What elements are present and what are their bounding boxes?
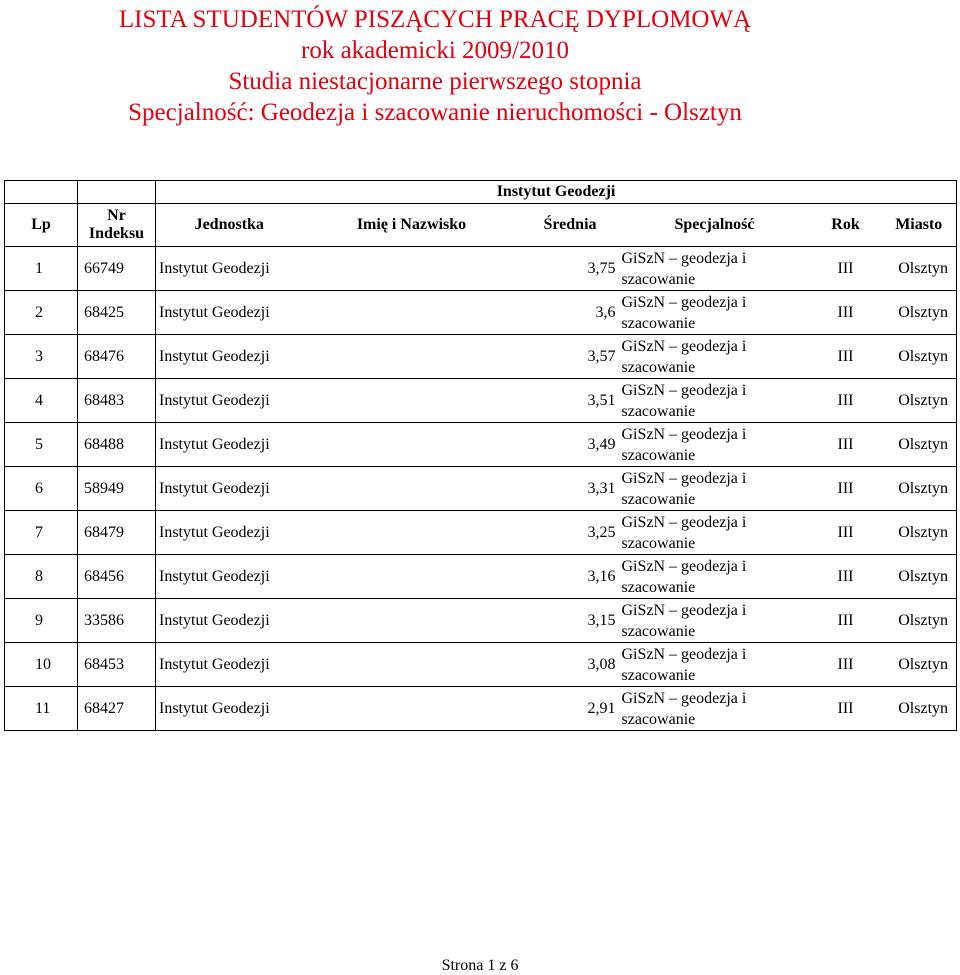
row-imie-nazwisko xyxy=(303,555,521,599)
table-row xyxy=(5,291,957,335)
table-row xyxy=(5,687,957,731)
row-jednostka: Instytut Geodezji xyxy=(156,643,303,687)
row-srednia: 3,08 xyxy=(521,643,620,687)
row-nr-indeksu: 66749 xyxy=(78,247,156,291)
row-specjalnosc-line1: GiSzN – geodezja i xyxy=(621,601,747,619)
row-miasto: Olsztyn xyxy=(882,599,957,643)
header-srednia: Średnia xyxy=(521,204,620,247)
row-miasto: Olsztyn xyxy=(882,247,957,291)
header-nr-line2: Indeksu xyxy=(88,225,145,242)
row-imie-nazwisko xyxy=(303,423,521,467)
row-jednostka: Instytut Geodezji xyxy=(156,599,303,643)
row-rok: III xyxy=(810,687,882,731)
row-imie-nazwisko xyxy=(303,511,521,555)
row-specjalnosc xyxy=(620,423,810,467)
document-title xyxy=(0,4,870,128)
title-line-3: Studia niestacjonarne pierwszego stopnia xyxy=(228,68,642,95)
row-lp: 2 xyxy=(5,291,78,335)
unit-title: Instytut Geodezji xyxy=(156,181,957,204)
row-lp: 11 xyxy=(5,687,78,731)
row-nr-indeksu: 68456 xyxy=(78,555,156,599)
row-jednostka: Instytut Geodezji xyxy=(156,291,303,335)
row-srednia: 3,75 xyxy=(521,247,620,291)
row-nr-indeksu: 68479 xyxy=(78,511,156,555)
row-srednia: 3,57 xyxy=(521,335,620,379)
row-specjalnosc-line2: szacowanie xyxy=(621,534,696,552)
row-nr-indeksu: 58949 xyxy=(78,467,156,511)
row-rok: III xyxy=(810,423,882,467)
row-specjalnosc-line2: szacowanie xyxy=(621,314,696,332)
title-line-1: LISTA STUDENTÓW PISZĄCYCH PRACĘ DYPLOMOWĄ xyxy=(118,6,752,33)
row-jednostka: Instytut Geodezji xyxy=(156,379,303,423)
table-row xyxy=(5,423,957,467)
row-nr-indeksu: 68427 xyxy=(78,687,156,731)
row-specjalnosc-line2: szacowanie xyxy=(621,358,696,376)
title-line-2: rok akademicki 2009/2010 xyxy=(301,37,569,64)
row-jednostka: Instytut Geodezji xyxy=(156,555,303,599)
row-srednia: 3,49 xyxy=(521,423,620,467)
row-jednostka: Instytut Geodezji xyxy=(156,335,303,379)
row-imie-nazwisko xyxy=(303,599,521,643)
row-specjalnosc-line1: GiSzN – geodezja i xyxy=(621,469,747,487)
header-rok: Rok xyxy=(810,204,882,247)
unit-header-row xyxy=(5,181,957,204)
row-miasto: Olsztyn xyxy=(882,511,957,555)
row-specjalnosc-line2: szacowanie xyxy=(621,270,696,288)
row-specjalnosc-line1: GiSzN – geodezja i xyxy=(621,513,747,531)
row-nr-indeksu: 68476 xyxy=(78,335,156,379)
row-miasto: Olsztyn xyxy=(882,423,957,467)
row-jednostka: Instytut Geodezji xyxy=(156,687,303,731)
row-specjalnosc xyxy=(620,687,810,731)
row-jednostka: Instytut Geodezji xyxy=(156,467,303,511)
row-rok: III xyxy=(810,379,882,423)
row-imie-nazwisko xyxy=(303,291,521,335)
row-rok: III xyxy=(810,291,882,335)
row-imie-nazwisko xyxy=(303,687,521,731)
row-specjalnosc xyxy=(620,247,810,291)
row-srednia: 3,16 xyxy=(521,555,620,599)
row-specjalnosc xyxy=(620,467,810,511)
row-specjalnosc xyxy=(620,643,810,687)
column-header-row xyxy=(5,204,957,247)
row-specjalnosc xyxy=(620,511,810,555)
row-lp: 6 xyxy=(5,467,78,511)
row-specjalnosc-line2: szacowanie xyxy=(621,446,696,464)
row-rok: III xyxy=(810,555,882,599)
row-specjalnosc-line2: szacowanie xyxy=(621,710,696,728)
row-specjalnosc xyxy=(620,291,810,335)
row-lp: 8 xyxy=(5,555,78,599)
row-specjalnosc-line2: szacowanie xyxy=(621,578,696,596)
row-specjalnosc xyxy=(620,335,810,379)
row-specjalnosc xyxy=(620,555,810,599)
students-table xyxy=(4,180,957,731)
row-specjalnosc-line1: GiSzN – geodezja i xyxy=(621,381,747,399)
table-row xyxy=(5,599,957,643)
row-specjalnosc-line2: szacowanie xyxy=(621,490,696,508)
row-miasto: Olsztyn xyxy=(882,687,957,731)
header-imie-nazwisko: Imię i Nazwisko xyxy=(303,204,521,247)
row-imie-nazwisko xyxy=(303,643,521,687)
row-specjalnosc xyxy=(620,379,810,423)
row-lp: 3 xyxy=(5,335,78,379)
row-specjalnosc-line1: GiSzN – geodezja i xyxy=(621,249,747,267)
row-specjalnosc-line1: GiSzN – geodezja i xyxy=(621,425,747,443)
header-lp: Lp xyxy=(5,204,78,247)
row-specjalnosc-line1: GiSzN – geodezja i xyxy=(621,293,747,311)
row-imie-nazwisko xyxy=(303,247,521,291)
row-nr-indeksu: 68453 xyxy=(78,643,156,687)
row-miasto: Olsztyn xyxy=(882,291,957,335)
row-specjalnosc-line1: GiSzN – geodezja i xyxy=(621,557,747,575)
row-miasto: Olsztyn xyxy=(882,335,957,379)
row-lp: 10 xyxy=(5,643,78,687)
row-miasto: Olsztyn xyxy=(882,467,957,511)
row-specjalnosc-line1: GiSzN – geodezja i xyxy=(621,689,747,707)
row-miasto: Olsztyn xyxy=(882,555,957,599)
row-srednia: 3,31 xyxy=(521,467,620,511)
table-row xyxy=(5,379,957,423)
row-rok: III xyxy=(810,335,882,379)
row-nr-indeksu: 68425 xyxy=(78,291,156,335)
row-nr-indeksu: 68483 xyxy=(78,379,156,423)
row-jednostka: Instytut Geodezji xyxy=(156,511,303,555)
row-imie-nazwisko xyxy=(303,335,521,379)
row-lp: 4 xyxy=(5,379,78,423)
row-imie-nazwisko xyxy=(303,379,521,423)
row-lp: 5 xyxy=(5,423,78,467)
row-specjalnosc-line1: GiSzN – geodezja i xyxy=(621,645,747,663)
row-lp: 7 xyxy=(5,511,78,555)
title-line-4: Specjalność: Geodezja i szacowanie nieruchomości - Olsztyn xyxy=(128,99,742,126)
table-row xyxy=(5,511,957,555)
row-specjalnosc-line1: GiSzN – geodezja i xyxy=(621,337,747,355)
row-jednostka: Instytut Geodezji xyxy=(156,423,303,467)
header-jednostka: Jednostka xyxy=(156,204,303,247)
row-rok: III xyxy=(810,511,882,555)
row-srednia: 3,15 xyxy=(521,599,620,643)
table-row xyxy=(5,643,957,687)
header-specjalnosc: Specjalność xyxy=(620,204,810,247)
table-row xyxy=(5,335,957,379)
table-body xyxy=(5,247,957,731)
header-miasto: Miasto xyxy=(882,204,957,247)
row-rok: III xyxy=(810,643,882,687)
row-srednia: 2,91 xyxy=(521,687,620,731)
row-specjalnosc-line2: szacowanie xyxy=(621,666,696,684)
row-srednia: 3,6 xyxy=(521,291,620,335)
row-imie-nazwisko xyxy=(303,467,521,511)
row-srednia: 3,25 xyxy=(521,511,620,555)
row-lp: 9 xyxy=(5,599,78,643)
row-specjalnosc-line2: szacowanie xyxy=(621,402,696,420)
table-row xyxy=(5,555,957,599)
header-nr-indeksu xyxy=(78,204,156,247)
row-miasto: Olsztyn xyxy=(882,379,957,423)
row-specjalnosc xyxy=(620,599,810,643)
row-nr-indeksu: 33586 xyxy=(78,599,156,643)
row-miasto: Olsztyn xyxy=(882,643,957,687)
table-row xyxy=(5,467,957,511)
table-row xyxy=(5,247,957,291)
row-lp: 1 xyxy=(5,247,78,291)
row-rok: III xyxy=(810,467,882,511)
row-nr-indeksu: 68488 xyxy=(78,423,156,467)
header-nr-line1: Nr xyxy=(107,207,126,224)
row-rok: III xyxy=(810,247,882,291)
row-specjalnosc-line2: szacowanie xyxy=(621,622,696,640)
row-rok: III xyxy=(810,599,882,643)
row-srednia: 3,51 xyxy=(521,379,620,423)
row-jednostka: Instytut Geodezji xyxy=(156,247,303,291)
page-number: Strona 1 z 6 xyxy=(441,957,519,974)
